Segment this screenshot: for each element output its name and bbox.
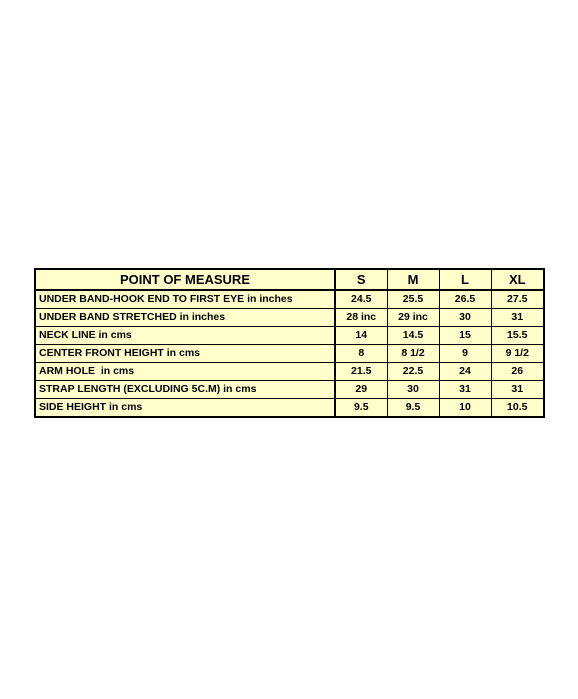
table-row bbox=[35, 327, 544, 345]
value-xl: 31 bbox=[491, 309, 544, 327]
value-m: 14.5 bbox=[387, 327, 439, 345]
measure-label: STRAP LENGTH (EXCLUDING 5C.M) in cms bbox=[35, 381, 335, 399]
value-m: 29 inc bbox=[387, 309, 439, 327]
table-row bbox=[35, 399, 544, 418]
measure-label: ARM HOLE in cms bbox=[35, 363, 335, 381]
value-s: 9.5 bbox=[335, 399, 387, 418]
value-l: 31 bbox=[439, 381, 491, 399]
value-m: 9.5 bbox=[387, 399, 439, 418]
value-xl: 15.5 bbox=[491, 327, 544, 345]
table-row bbox=[35, 381, 544, 399]
table-row bbox=[35, 345, 544, 363]
value-xl: 31 bbox=[491, 381, 544, 399]
value-l: 15 bbox=[439, 327, 491, 345]
measure-label: UNDER BAND STRETCHED in inches bbox=[35, 309, 335, 327]
table-row bbox=[35, 290, 544, 309]
header-size-m: M bbox=[387, 269, 439, 290]
measure-label: SIDE HEIGHT in cms bbox=[35, 399, 335, 418]
value-m: 8 1/2 bbox=[387, 345, 439, 363]
header-row bbox=[35, 269, 544, 290]
value-xl: 10.5 bbox=[491, 399, 544, 418]
size-chart-table bbox=[34, 268, 545, 418]
header-size-s: S bbox=[335, 269, 387, 290]
value-l: 30 bbox=[439, 309, 491, 327]
value-s: 24.5 bbox=[335, 290, 387, 309]
value-l: 10 bbox=[439, 399, 491, 418]
value-s: 29 bbox=[335, 381, 387, 399]
measure-label: UNDER BAND-HOOK END TO FIRST EYE in inches bbox=[35, 290, 335, 309]
header-size-l: L bbox=[439, 269, 491, 290]
table-row bbox=[35, 309, 544, 327]
value-m: 25.5 bbox=[387, 290, 439, 309]
value-s: 21.5 bbox=[335, 363, 387, 381]
value-s: 28 inc bbox=[335, 309, 387, 327]
header-size-xl: XL bbox=[491, 269, 544, 290]
value-l: 9 bbox=[439, 345, 491, 363]
header-point-of-measure: POINT OF MEASURE bbox=[35, 269, 335, 290]
value-l: 24 bbox=[439, 363, 491, 381]
value-m: 22.5 bbox=[387, 363, 439, 381]
value-m: 30 bbox=[387, 381, 439, 399]
value-l: 26.5 bbox=[439, 290, 491, 309]
table-row bbox=[35, 363, 544, 381]
value-s: 8 bbox=[335, 345, 387, 363]
measure-label: NECK LINE in cms bbox=[35, 327, 335, 345]
measure-label: CENTER FRONT HEIGHT in cms bbox=[35, 345, 335, 363]
value-xl: 27.5 bbox=[491, 290, 544, 309]
value-s: 14 bbox=[335, 327, 387, 345]
value-xl: 26 bbox=[491, 363, 544, 381]
value-xl: 9 1/2 bbox=[491, 345, 544, 363]
